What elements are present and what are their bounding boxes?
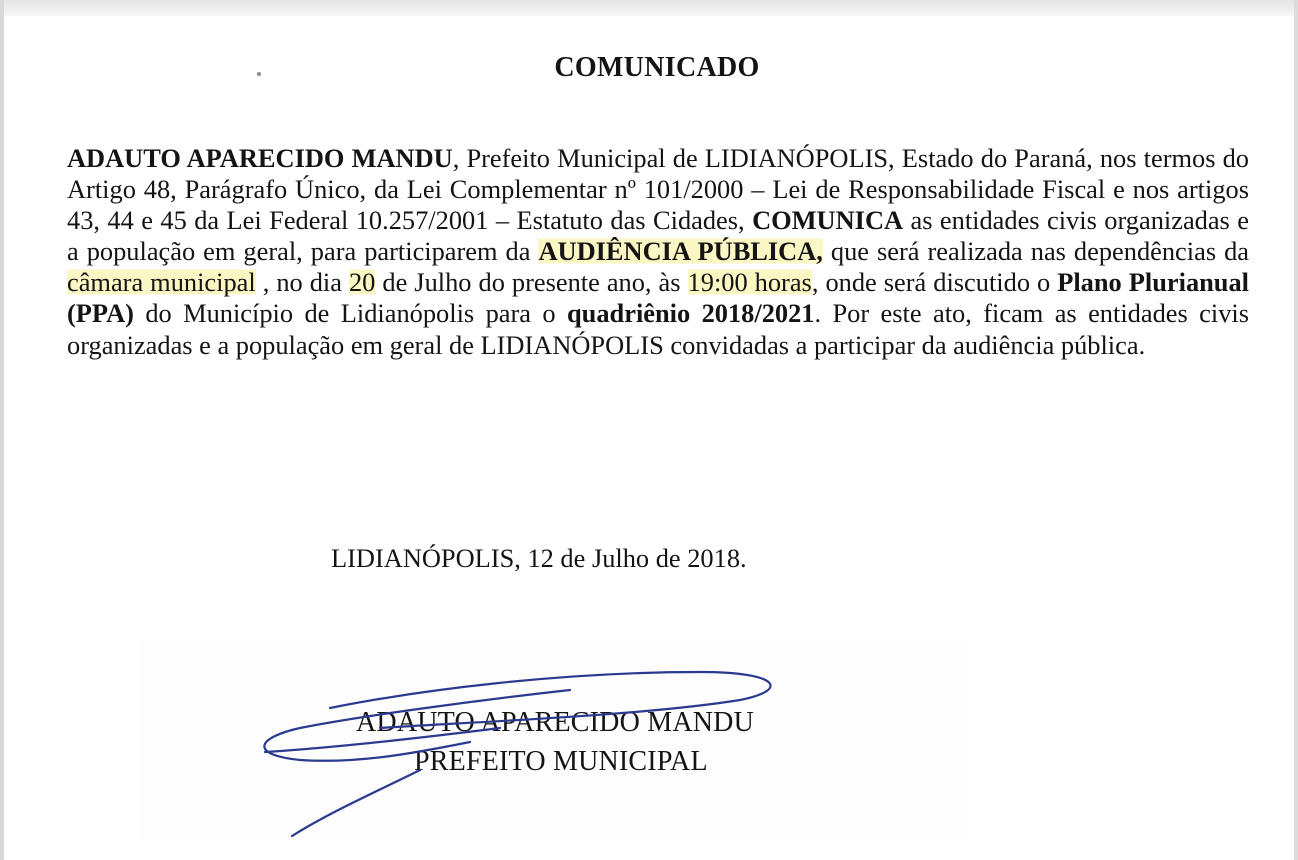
body-text-part: do Município de Lidianópolis para o	[133, 298, 567, 329]
body-text-part: , Prefeito Municipal de LIDIANÓPOLIS, Estado do Paraná, nos termos do Artigo 48, Parágrafo Único, da Lei Complementar nº 101/2000 – Lei de Responsabilidade Fiscal e nos artigos 43, 44 e 45 da Lei Federal 10.257/2001 – Estatuto das Cidades,	[67, 143, 1250, 236]
scan-right-edge	[1294, 0, 1298, 860]
body-text-part: que será realizada nas dependências da	[822, 236, 1250, 267]
document-title: COMUNICADO	[554, 52, 760, 83]
meeting-time: 19:00 horas	[687, 267, 812, 298]
signatory-role: PREFEITO MUNICIPAL	[414, 746, 708, 777]
body-text-part: as entidades civis organizadas e a população em geral, para participarem da	[67, 205, 1249, 267]
date-line: LIDIANÓPOLIS, 12 de Julho de 2018.	[331, 543, 747, 573]
body-text-part: , no dia	[255, 267, 349, 298]
body-text-part: , onde será discutido o	[811, 267, 1058, 298]
scan-left-edge	[0, 0, 4, 860]
comunica-keyword: COMUNICA	[752, 205, 904, 236]
quadrienio-keyword: quadriênio 2018/2021	[567, 298, 815, 329]
signature-paper	[140, 640, 970, 840]
scan-top-edge	[0, 0, 1298, 16]
meeting-day: 20	[348, 267, 376, 298]
body-text-part: . Por este ato, ficam as entidades civis organizadas e a população em geral de LIDIANÓPOLIS convidadas a participar da audiência pública.	[67, 298, 1249, 360]
body-text-part: de Julho do presente ano, às	[375, 267, 688, 298]
mayor-name: ADAUTO APARECIDO MANDU	[67, 143, 453, 173]
ppa-keyword: Plano Plurianual (PPA)	[67, 267, 1250, 329]
audiencia-publica-keyword: AUDIÊNCIA PÚBLICA,	[538, 236, 823, 267]
announcement-body	[67, 143, 1249, 361]
camara-municipal-location: câmara municipal	[67, 267, 256, 298]
signatory-name: ADAUTO APARECIDO MANDU	[356, 707, 754, 738]
